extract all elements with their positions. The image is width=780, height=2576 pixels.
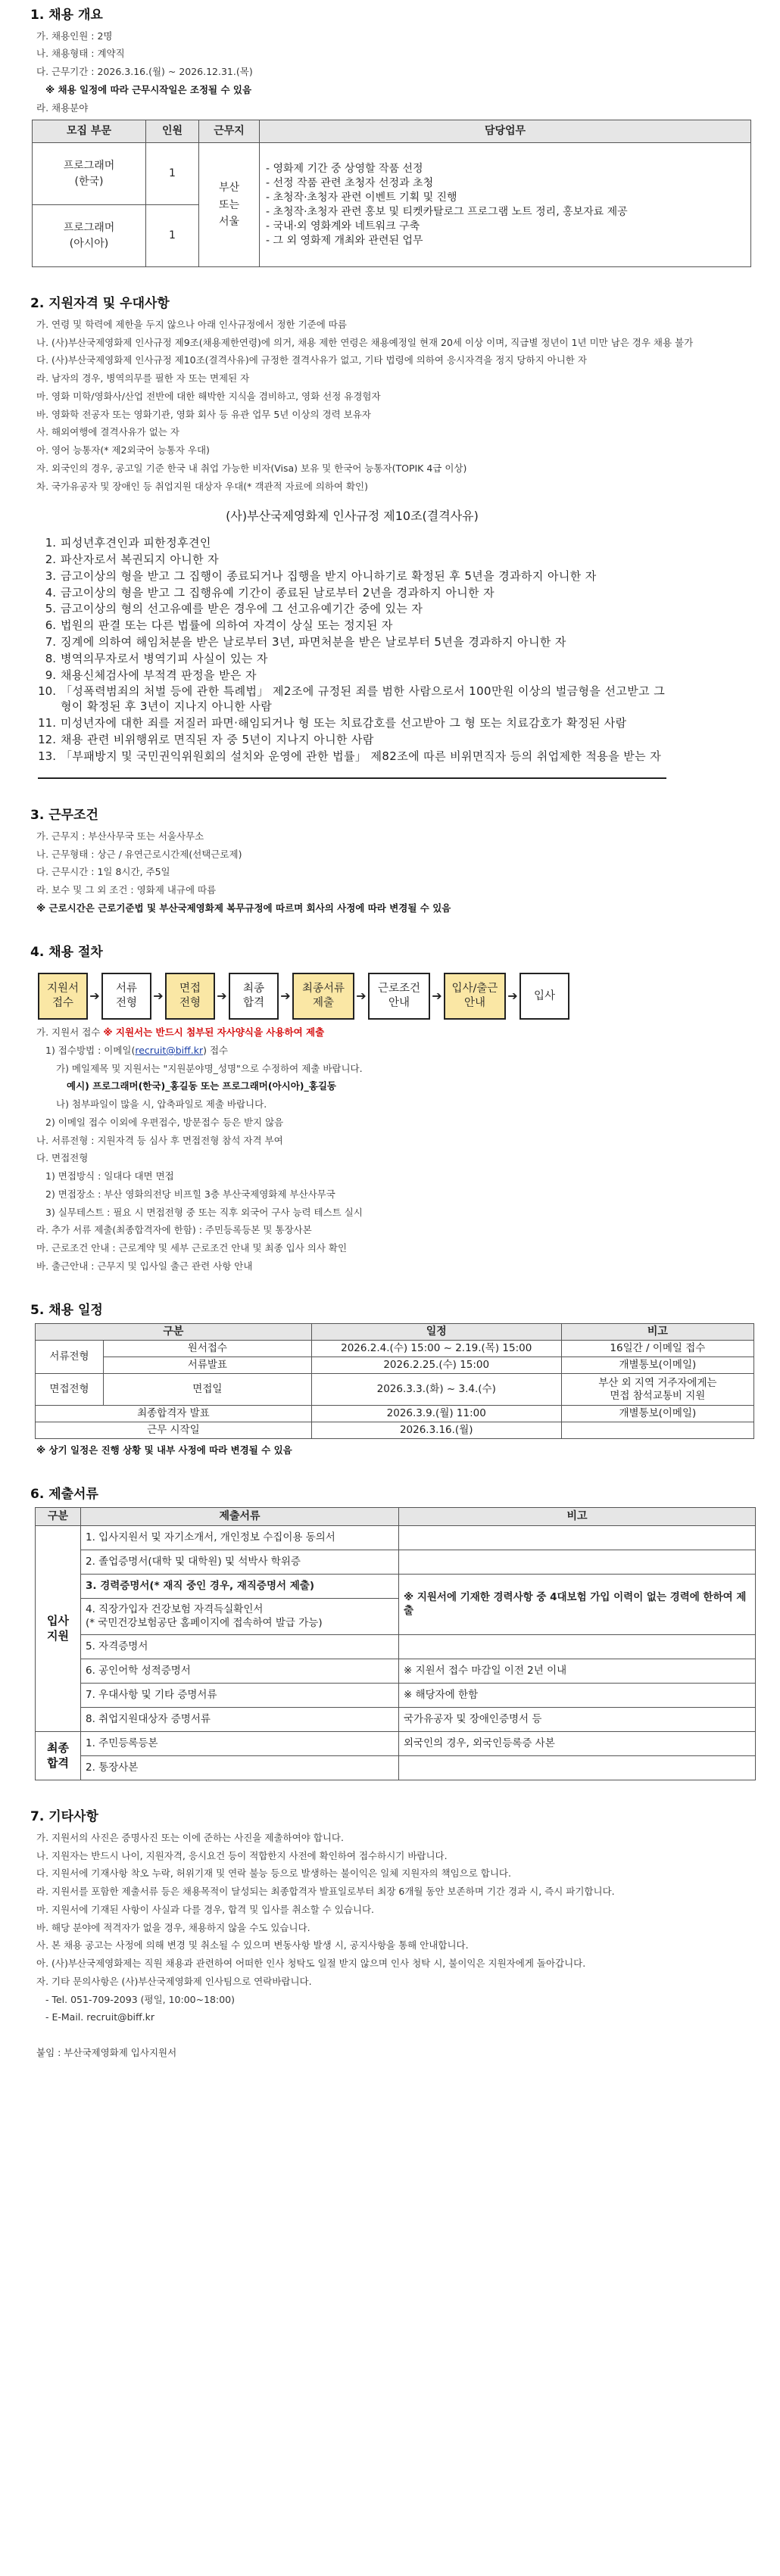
process-step: 면접 전형 xyxy=(165,973,215,1020)
text-line: 나) 첨부파일이 많을 시, 압축파일로 제출 바랍니다. xyxy=(56,1098,267,1110)
rule-number: 1. xyxy=(45,536,56,550)
table-cell: ※ 지원서 접수 마감일 이전 2년 이내 xyxy=(399,1659,756,1684)
table-cell: 1. 입사지원서 및 자기소개서, 개인정보 수집이용 동의서 xyxy=(81,1526,399,1550)
rule-text: 금고이상의 형을 받고 그 집행이 종료되거나 집행을 받지 아니하기로 확정된 후 5년을 경과하지 아니한 자 xyxy=(61,568,597,583)
table-cell: 서류전형 xyxy=(36,1341,104,1374)
text-line: 마. 지원서에 기재된 사항이 사실과 다를 경우, 합격 및 입사를 취소할 수 있습니다. xyxy=(36,1903,375,1915)
text-line: 마. 근로조건 안내 : 근로계약 및 세부 근로조건 안내 및 최종 입사 의사 확인 xyxy=(36,1242,348,1254)
text-line: 3) 실무테스트 : 필요 시 면접전형 중 또는 직후 외국어 구사 능력 테스트 실시 xyxy=(45,1206,363,1218)
section-title: 6. 제출서류 xyxy=(30,1486,98,1502)
process-step: 입사/출근 안내 xyxy=(444,973,506,1020)
disqualification-rules xyxy=(38,507,666,779)
rule-text: 병역의무자로서 병역기피 사실이 있는 자 xyxy=(61,651,268,665)
notice-line: ※ 채용 일정에 따라 근무시작일은 조정될 수 있음 xyxy=(45,83,252,95)
section-title: 2. 지원자격 및 우대사항 xyxy=(30,296,170,312)
table-cell: 면접일 xyxy=(104,1374,312,1406)
table-cell: 1 xyxy=(146,143,199,205)
table-cell: 2. 통장사본 xyxy=(81,1756,399,1780)
table-cell: 1 xyxy=(146,205,199,267)
text-line: 자. 외국인의 경우, 공고일 기준 한국 내 취업 가능한 비자(Visa) 보유 및 한국어 능통자(TOPIK 4급 이상) xyxy=(36,462,467,474)
table-cell xyxy=(561,1422,753,1439)
rule-number: 12. xyxy=(38,732,56,746)
table-cell: ※ 해당자에 한함 xyxy=(399,1684,756,1708)
section-title: 4. 채용 절차 xyxy=(30,944,103,960)
table-header: 담당업무 xyxy=(260,120,751,143)
rule-number: 5. xyxy=(45,602,56,616)
text-line: 4. 직장가입자 건강보험 자격득실확인서 xyxy=(86,1603,264,1616)
table-cell: 2026.3.16.(월) xyxy=(311,1422,561,1439)
table-cell xyxy=(399,1635,756,1659)
section-title: 7. 기타사항 xyxy=(30,1809,98,1825)
rule-item xyxy=(38,553,666,568)
text-line: 나. 채용형태 : 계약직 xyxy=(36,48,125,60)
rule-text: 파산자로서 복권되지 아니한 자 xyxy=(61,553,220,567)
rule-text: 징계에 의하여 해임처분을 받은 날로부터 3년, 파면처분을 받은 날로부터 5년을 경과하지 아니한 자 xyxy=(61,635,566,649)
text-span: 1) 접수방법 : 이메일( xyxy=(45,1044,136,1056)
text-line: 차. 국가유공자 및 장애인 등 취업지원 대상자 우대(* 객관적 자료에 의하여 확인) xyxy=(36,480,369,492)
rule-text: 「부패방지 및 국민권익위원회의 설치와 운영에 관한 법률」 제82조에 따른 비위면직자 등의 취업제한 적용을 받는 자 xyxy=(61,749,662,763)
table-cell: 개별통보(이메일) xyxy=(561,1357,753,1374)
rule-number: 10. xyxy=(38,684,56,699)
text-line xyxy=(45,1044,771,1058)
process-step: 최종서류 제출 xyxy=(292,973,354,1020)
table-cell: 개별통보(이메일) xyxy=(561,1406,753,1422)
text-line: 아. 영어 능통자(* 제2외국어 능통자 우대) xyxy=(36,444,210,456)
table-cell: 3. 경력증명서(* 재직 중인 경우, 재직증명서 제출) xyxy=(81,1575,399,1599)
table-cell: 최종합격자 발표 xyxy=(36,1406,312,1422)
text-line: - Tel. 051-709-2093 (평일, 10:00~18:00) xyxy=(45,1993,235,2005)
table-cell: 8. 취업지원대상자 증명서류 xyxy=(81,1708,399,1732)
process-step: 지원서 접수 xyxy=(38,973,88,1020)
text-line: 라. 추가 서류 제출(최종합격자에 한함) : 주민등록등본 및 통장사본 xyxy=(36,1224,312,1236)
documents-table xyxy=(35,1507,756,1780)
table-cell xyxy=(399,1550,756,1575)
duty-item: - 초청작·초청자 관련 홍보 및 티켓카탈로그 프로그램 노트 정리, 홍보자료 제공 xyxy=(266,205,628,218)
table-cell: 근무 시작일 xyxy=(36,1422,312,1439)
table-header: 근무지 xyxy=(199,120,260,143)
arrow-icon: ➔ xyxy=(217,989,227,1004)
table-cell: 입사 지원 xyxy=(36,1526,81,1732)
rule-number: 8. xyxy=(45,651,56,665)
rule-text: 피성년후견인과 피한정후견인 xyxy=(61,536,211,550)
rule-number: 13. xyxy=(38,749,56,763)
warning-text: ※ 지원서는 반드시 첨부된 자사양식을 사용하여 제출 xyxy=(103,1026,325,1039)
text-line: - E-Mail. recruit@biff.kr xyxy=(45,2011,154,2023)
duty-item: - 초청작·초청자 관련 이벤트 기획 및 진행 xyxy=(266,191,457,204)
text-span: 가. 지원서 접수 xyxy=(36,1026,104,1039)
table-header: 일정 xyxy=(311,1324,561,1341)
process-step: 서류 전형 xyxy=(101,973,151,1020)
text-line: 나. 서류전형 : 지원자격 등 심사 후 면접전형 참석 자격 부여 xyxy=(36,1134,283,1146)
table-cell xyxy=(399,1526,756,1550)
table-cell: 2026.3.9.(월) 11:00 xyxy=(311,1406,561,1422)
text-line: 나. 지원자는 반드시 나이, 지원자격, 응시요건 등이 적합한지 사전에 확인하여 접수하시기 바랍니다. xyxy=(36,1849,448,1861)
notice-line: ※ 근로시간은 근로기준법 및 부산국제영화제 복무규정에 따르며 회사의 사정에 따라 변경될 수 있음 xyxy=(36,902,451,914)
process-step: 최종 합격 xyxy=(229,973,279,1020)
attachment-note: 붙임 : 부산국제영화제 입사지원서 xyxy=(36,2047,177,2059)
recruitment-table xyxy=(32,120,751,267)
table-cell: 부산 또는 서울 xyxy=(199,143,260,267)
arrow-icon: ➔ xyxy=(356,989,367,1004)
table-cell: 최종 합격 xyxy=(36,1732,81,1780)
rule-text: 금고이상의 형의 선고유예를 받은 경우에 그 선고유예기간 중에 있는 자 xyxy=(61,602,423,616)
text-line: 가. 채용인원 : 2명 xyxy=(36,30,113,42)
rule-item xyxy=(38,569,666,584)
duties-cell xyxy=(260,143,751,267)
duty-item: - 영화제 기간 중 상영할 작품 선정 xyxy=(266,163,423,176)
section-title: 3. 근무조건 xyxy=(30,808,98,824)
text-line: 가. 근무지 : 부산사무국 또는 서울사무소 xyxy=(36,830,204,842)
table-cell: 2026.2.25.(수) 15:00 xyxy=(311,1357,561,1374)
text-line: 바. 출근안내 : 근무지 및 입사일 출근 관련 사항 안내 xyxy=(36,1260,253,1272)
table-header: 모집 부문 xyxy=(33,120,146,143)
table-header: 비고 xyxy=(399,1508,756,1526)
arrow-icon: ➔ xyxy=(153,989,164,1004)
text-line: 라. 채용분야 xyxy=(36,101,89,114)
rule-text: 금고이상의 형을 받고 그 집행유예 기간이 종료된 날로부터 2년을 경과하지 아니한 자 xyxy=(61,585,495,600)
duty-item: - 국내·외 영화계와 네트워크 구축 xyxy=(266,220,420,232)
arrow-icon: ➔ xyxy=(507,989,518,1004)
table-cell: 6. 공인어학 성적증명서 xyxy=(81,1659,399,1684)
table-cell: 프로그래머 (아시아) xyxy=(33,205,146,267)
process-step: 입사 xyxy=(519,973,569,1020)
text-line: (* 국민건강보험공단 홈페이지에 접속하여 발급 가능) xyxy=(86,1616,323,1629)
text-line: 다. 지원서에 기재사항 착오 누락, 허위기재 및 연락 불능 등으로 발생하는 불이익은 일체 지원자의 책임으로 합니다. xyxy=(36,1867,511,1880)
text-line: 다. 근무시간 : 1일 8시간, 주5일 xyxy=(36,866,170,878)
text-line: 나. (사)부산국제영화제 인사규정 제9조(채용제한연령)에 의거, 채용 제한 연령은 채용예정일 현재 20세 이상 이며, 직급별 정년이 1년 미만 남은 경우 채용 불가 xyxy=(36,336,694,348)
rule-item xyxy=(38,536,666,551)
process-step: 근로조건 안내 xyxy=(368,973,430,1020)
text-line: 자. 기타 문의사항은 (사)부산국제영화제 인사팀으로 연락바랍니다. xyxy=(36,1975,312,1987)
table-cell: 면접전형 xyxy=(36,1374,104,1406)
table-cell: 국가유공자 및 장애인증명서 등 xyxy=(399,1708,756,1732)
rule-number: 9. xyxy=(45,668,56,682)
table-cell xyxy=(399,1756,756,1780)
table-cell: ※ 지원서에 기재한 경력사항 중 4대보험 가입 이력이 없는 경력에 한하여 제출 xyxy=(399,1575,756,1635)
text-line: 라. 남자의 경우, 병역의무를 필한 자 또는 면제된 자 xyxy=(36,372,250,384)
schedule-table xyxy=(35,1323,754,1439)
rule-number: 11. xyxy=(38,716,56,730)
table-cell: 7. 우대사항 및 기타 증명서류 xyxy=(81,1684,399,1708)
table-cell: 16일간 / 이메일 접수 xyxy=(561,1341,753,1357)
table-cell: 서류발표 xyxy=(104,1357,312,1374)
duty-item: - 선정 작품 관련 초청자 선정과 초청 xyxy=(266,176,434,189)
text-line: 아. (사)부산국제영화제는 직원 채용과 관련하여 어떠한 인사 청탁도 일절 받지 않으며 인사 청탁 시, 불이익은 지원자에게 돌아갑니다. xyxy=(36,1958,586,1970)
rule-item xyxy=(38,586,666,601)
text-line: 가. 연령 및 학력에 제한을 두지 않으나 아래 인사규정에서 정한 기준에 따름 xyxy=(36,318,347,330)
text-line: 다. 면접전형 xyxy=(36,1152,89,1164)
text-line: 가. 지원서의 사진은 증명사진 또는 이에 준하는 사진을 제출하여야 합니다. xyxy=(36,1831,344,1843)
table-header: 비고 xyxy=(561,1324,753,1341)
table-cell: 프로그래머 (한국) xyxy=(33,143,146,205)
table-cell: 부산 외 지역 거주자에게는 면접 참석교통비 지원 xyxy=(561,1374,753,1406)
text-line: 바. 해당 분야에 적격자가 없을 경우, 채용하지 않을 수도 있습니다. xyxy=(36,1921,310,1933)
rules-title: (사)부산국제영화제 인사규정 제10조(결격사유) xyxy=(226,509,479,524)
example-line: 예시) 프로그래머(한국)_홍길동 또는 프로그래머(아시아)_홍길동 xyxy=(67,1080,336,1092)
text-line: 가) 메일제목 및 지원서는 "지원분야명_성명"으로 수정하여 제출 바랍니다. xyxy=(56,1062,363,1074)
procedure-details xyxy=(30,1098,771,1274)
text-line: 다. (사)부산국제영화제 인사규정 제10조(결격사유)에 규정한 결격사유가 없고, 기타 법령에 의하여 응시자격을 정지 당하지 아니한 자 xyxy=(36,354,587,366)
table-cell xyxy=(81,1599,399,1635)
rule-item xyxy=(38,652,666,667)
text-line: 2) 면접장소 : 부산 영화의전당 비프힐 3층 부산국제영화제 부산사무국 xyxy=(45,1188,335,1200)
rule-text: 미성년자에 대한 죄를 저질러 파면·해임되거나 형 또는 치료감호를 선고받아 그 형 또는 치료감호가 확정된 사람 xyxy=(61,716,627,730)
text-line: 1) 면접방식 : 일대다 대면 면접 xyxy=(45,1170,174,1182)
notice-line: ※ 상기 일정은 진행 상황 및 내부 사정에 따라 변경될 수 있음 xyxy=(36,1444,292,1456)
text-line: 사. 본 채용 공고는 사정에 의해 변경 및 취소될 수 있으며 변동사항 발생 시, 공지사항을 통해 안내합니다. xyxy=(36,1939,469,1951)
rule-number: 2. xyxy=(45,553,56,567)
rules-list xyxy=(38,536,666,764)
table-header: 제출서류 xyxy=(81,1508,399,1526)
rule-number: 6. xyxy=(45,618,56,633)
table-cell: 2026.2.4.(수) 15:00 ~ 2.19.(목) 15:00 xyxy=(311,1341,561,1357)
email-link[interactable]: recruit@biff.kr xyxy=(135,1044,204,1056)
rule-text: 채용신체검사에 부적격 판정을 받은 자 xyxy=(61,668,257,682)
table-cell: 외국인의 경우, 외국인등록증 사본 xyxy=(399,1732,756,1756)
table-header: 구분 xyxy=(36,1508,81,1526)
table-cell: 1. 주민등록등본 xyxy=(81,1732,399,1756)
rule-item xyxy=(38,749,666,765)
rule-number: 4. xyxy=(45,585,56,600)
table-header: 인원 xyxy=(146,120,199,143)
text-line: 다. 근무기간 : 2026.3.16.(월) ~ 2026.12.31.(목) xyxy=(36,66,253,77)
table-cell: 2. 졸업증명서(대학 및 대학원) 및 석박사 학위증 xyxy=(81,1550,399,1575)
rule-item xyxy=(38,668,666,684)
text-line: 2) 이메일 접수 이외에 우편접수, 방문접수 등은 받지 않음 xyxy=(45,1116,284,1128)
arrow-icon: ➔ xyxy=(89,989,100,1004)
text-line: 마. 영화 미학/영화사/산업 전반에 대한 해박한 지식을 겸비하고, 영화 선정 유경험자 xyxy=(36,390,381,402)
process-flow xyxy=(38,973,771,1020)
misc-notes xyxy=(30,1831,771,2025)
section-title: 1. 채용 개요 xyxy=(30,8,103,23)
rule-number: 7. xyxy=(45,635,56,649)
text-line: 나. 근무형태 : 상근 / 유연근로시간제(선택근로제) xyxy=(36,848,242,860)
rule-text: 법원의 판결 또는 다른 법률에 의하여 자격이 상실 또는 정지된 자 xyxy=(61,618,393,633)
section-title: 5. 채용 일정 xyxy=(30,1302,103,1318)
table-cell: 5. 자격증명서 xyxy=(81,1635,399,1659)
rule-text: 채용 관련 비위행위로 면직된 자 중 5년이 지나지 아니한 사람 xyxy=(61,732,374,746)
rule-item xyxy=(38,684,666,715)
rule-item xyxy=(38,602,666,617)
text-line: 사. 해외여행에 결격사유가 없는 자 xyxy=(36,426,179,438)
table-cell: 원서접수 xyxy=(104,1341,312,1357)
rule-item xyxy=(38,716,666,731)
arrow-icon: ➔ xyxy=(280,989,291,1004)
table-header: 구분 xyxy=(36,1324,312,1341)
text-line: 라. 보수 및 그 외 조건 : 영화제 내규에 따름 xyxy=(36,884,217,896)
table-cell: 2026.3.3.(화) ~ 3.4.(수) xyxy=(311,1374,561,1406)
arrow-icon: ➔ xyxy=(432,989,442,1004)
text-line xyxy=(36,1026,771,1040)
rule-item xyxy=(38,635,666,650)
rule-number: 3. xyxy=(45,568,56,583)
text-line: 라. 지원서를 포함한 제출서류 등은 채용목적이 달성되는 최종합격자 발표일로부터 최장 6개월 동안 보존하며 기간 경과 시, 즉시 파기합니다. xyxy=(36,1886,615,1898)
text-line: 바. 영화학 전공자 또는 영화기관, 영화 회사 등 유관 업무 5년 이상의 경력 보유자 xyxy=(36,408,371,420)
text-span: ) 접수 xyxy=(203,1044,229,1056)
duty-item: - 그 외 영화제 개최와 관련된 업무 xyxy=(266,234,423,247)
rule-item xyxy=(38,733,666,748)
rule-text: 「성폭력범죄의 처벌 등에 관한 특례법」 제2조에 규정된 죄를 범한 사람으로서 100만원 이상의 벌금형을 선고받고 그 형이 확정된 후 3년이 지나지 아니한 사람 xyxy=(61,684,666,714)
rule-item xyxy=(38,618,666,634)
